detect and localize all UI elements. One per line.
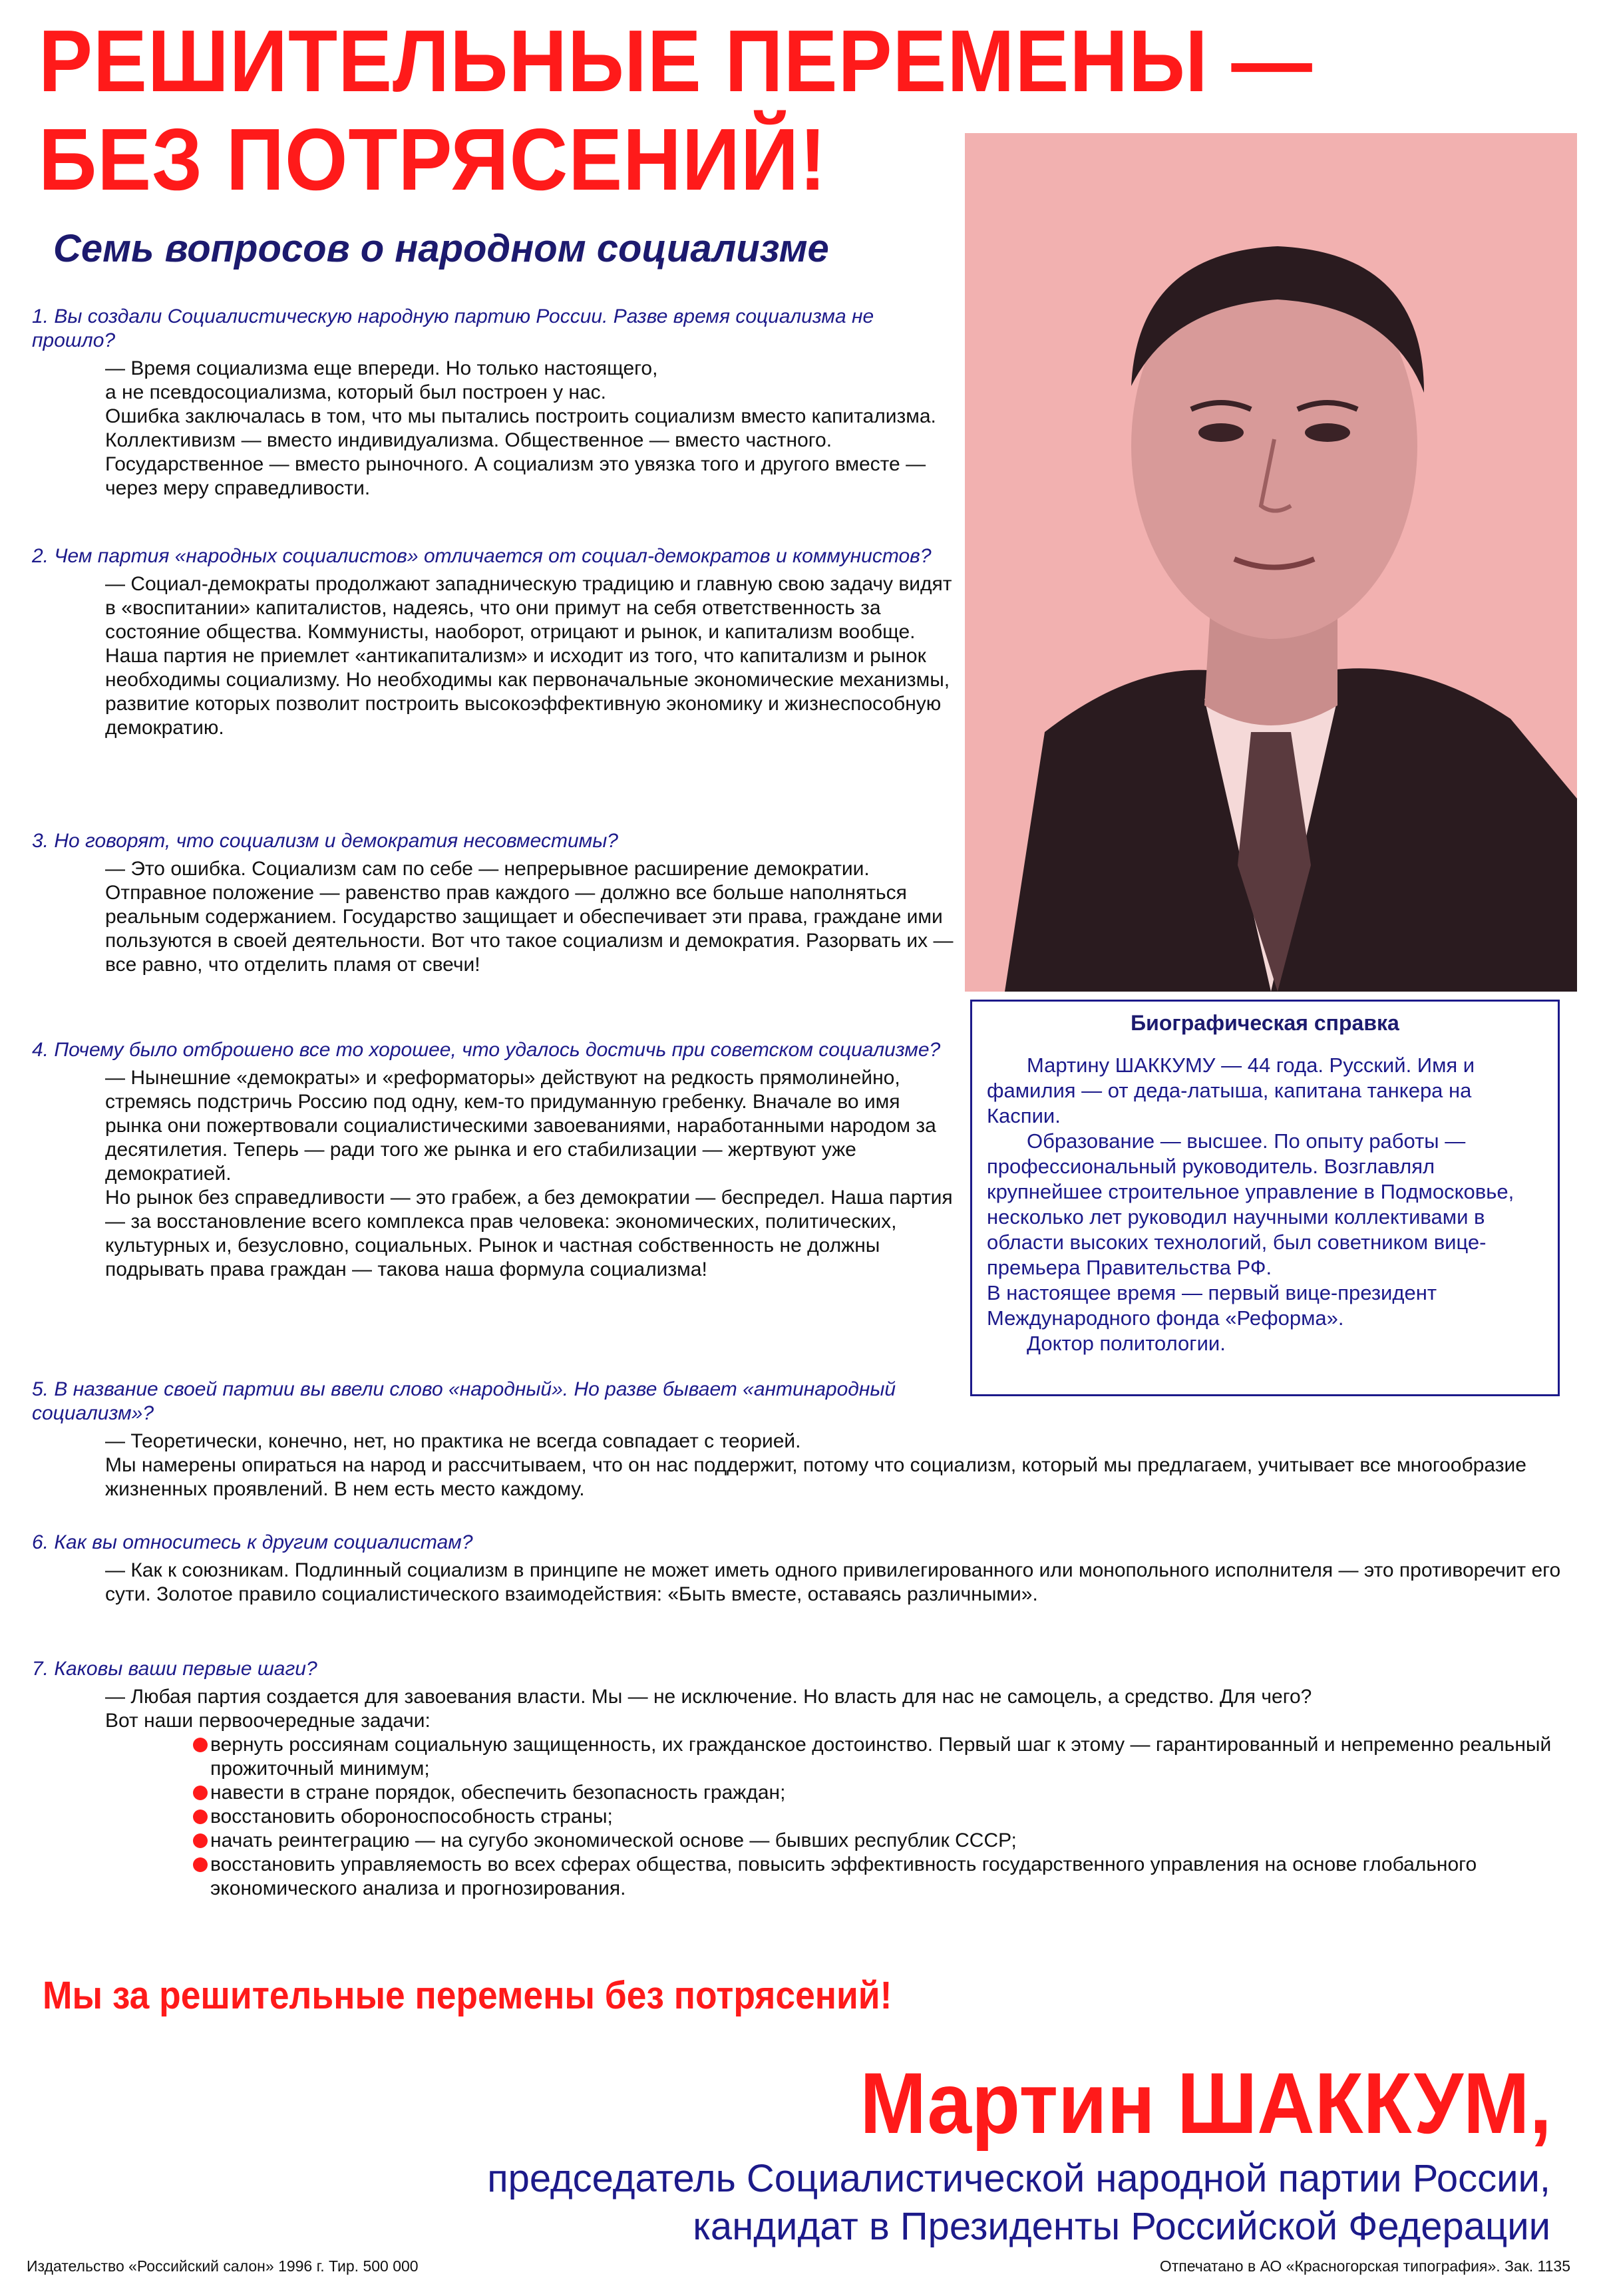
answer-line: — Время социализма еще впереди. Но только настоящего,: [105, 357, 658, 379]
answer: [105, 1430, 1562, 1501]
answer: [105, 1066, 957, 1282]
bullet-icon: [193, 1810, 208, 1824]
question-text: 2. Чем партия «народных социалистов» отличается от социал-демократов и коммунистов?: [32, 545, 932, 567]
bullet-icon: [193, 1738, 208, 1752]
biography-paragraph: Мартину ШАККУМУ — 44 года. Русский. Имя и фамилия — от деда-латыша, капитана танкера на Каспии.: [987, 1053, 1475, 1127]
question-2: [32, 544, 957, 740]
question-text: 5. В название своей партии вы ввели слово «народный». Но разве бывает «антинародный социализм»?: [32, 1378, 896, 1424]
task-item: начать реинтеграцию — на сугубо экономической основе — бывших республик СССР;: [210, 1829, 1562, 1853]
answer-line: Но рынок без справедливости — это грабеж, а без демократии — беспредел. Наша партия — за восстановление всего комплекса прав человека: экономических, политических, культурных и, безусловно, социальных. Рынок и частная собственность не должны подрывать права граждан — такова наша формула социализма!: [105, 1187, 953, 1280]
candidate-post-2: кандидат в Президенты Российской Федерации: [693, 2205, 1550, 2248]
biography-box: [970, 1000, 1560, 1396]
biography-paragraph: В настоящее время — первый вице-президент Международного фонда «Реформа».: [987, 1281, 1437, 1330]
footer-publisher: Издательство «Российский салон» 1996 г. Тир. 500 000: [27, 2257, 419, 2275]
answer-line: Ошибка заключалась в том, что мы пытались построить социализм вместо капитализма. Коллективизм — вместо индивидуализма. Общественное — вместо частного. Государственное — вместо рыночного. А социализм это увязка того и другого вместе — через меру справедливости.: [105, 405, 936, 499]
biography-paragraph: Доктор политологии.: [1027, 1332, 1226, 1355]
candidate-name: Мартин ШАККУМ,: [860, 2054, 1552, 2152]
answer-line: Мы намерены опираться на народ и рассчитываем, что он нас поддержит, потому что социализм, который мы предлагаем, учитывает все многообразие жизненных проявлений. В нем есть место каждому.: [105, 1454, 1526, 1500]
question-6: [32, 1531, 1562, 1607]
answer-line: — Социал-демократы продолжают западническую традицию и главную свою задачу видят в «воспитании» капиталистов, надеясь, что они примут на себя ответственность за состояние общества. Коммунисты, наоборот, отрицают и рынок, и капитализм вообще.: [105, 573, 952, 643]
question-3: [32, 829, 957, 977]
question-text: 1. Вы создали Социалистическую народную партию России. Разве время социализма не прошло?: [32, 305, 874, 351]
answer: [105, 572, 957, 740]
biography-text: [987, 1053, 1540, 1356]
question-4: [32, 1038, 957, 1282]
task-item: восстановить управляемость во всех сферах общества, повысить эффективность государственного управления на основе глобального экономического анализа и прогнозирования.: [210, 1853, 1562, 1901]
task-list: [210, 1733, 1562, 1901]
task-item: навести в стране порядок, обеспечить безопасность граждан;: [210, 1781, 1562, 1805]
answer: [105, 357, 957, 500]
question-7: [32, 1657, 1562, 1901]
answer-line: а не псевдосоциализма, который был построен у нас.: [105, 381, 607, 403]
portrait-illustration: [965, 133, 1577, 992]
question-text: 6. Как вы относитесь к другим социалистам?: [32, 1531, 473, 1553]
biography-paragraph: Образование — высшее. По опыту работы — профессиональный руководитель. Возглавлял крупнейшее строительное управление в Подмосковье, несколько лет руководил научными коллективами в области высоких технологий, был советником вице-премьера Правительства РФ.: [987, 1129, 1514, 1279]
answer-line: — Нынешние «демократы» и «реформаторы» действуют на редкость прямолинейно, стремясь подстричь Россию под одну, кем-то придуманную гребенку. Вначале во имя рынка они пожертвовали социалистическими завоеваниями, наработанными народом за десятилетия. Теперь — ради того же рынка и его стабилизации — жертвуют уже демократией.: [105, 1067, 936, 1185]
answer-line: — Любая партия создается для завоевания власти. Мы — не исключение. Но власть для нас не самоцель, а средство. Для чего?: [105, 1686, 1312, 1708]
footer-printer: Отпечатано в АО «Красногорская типография». Зак. 1135: [1159, 2257, 1570, 2275]
candidate-photo: [965, 133, 1577, 992]
answer-line: — Это ошибка. Социализм сам по себе — непрерывное расширение демократии. Отправное положение — равенство прав каждого — должно все больше наполняться реальным содержанием. Государство защищает и обеспечивает эти права, граждане ими пользуются в своей деятельности. Вот что такое социализм и демократия. Разорвать их — все равно, что отделить пламя от свечи!: [105, 858, 954, 976]
headline-line-1: РЕШИТЕЛЬНЫЕ ПЕРЕМЕНЫ —: [39, 12, 1313, 110]
biography-title: Биографическая справка: [1131, 1011, 1399, 1035]
bullet-icon: [193, 1833, 208, 1848]
bullet-icon: [193, 1786, 208, 1800]
slogan: Мы за решительные перемены без потрясений!: [43, 1974, 892, 2017]
subtitle: Семь вопросов о народном социализме: [53, 227, 829, 270]
answer: [105, 1559, 1562, 1607]
question-1: [32, 305, 957, 500]
question-text: 4. Почему было отброшено все то хорошее, что удалось достичь при советском социализме?: [32, 1039, 941, 1061]
answer: [105, 1685, 1562, 1733]
question-text: 3. Но говорят, что социализм и демократия несовместимы?: [32, 830, 618, 852]
answer-line: — Теоретически, конечно, нет, но практика не всегда совпадает с теорией.: [105, 1430, 801, 1452]
bullet-icon: [193, 1857, 208, 1872]
answer: [105, 857, 957, 977]
answer-line: — Как к союзникам. Подлинный социализм в принципе не может иметь одного привилегированного или монопольного исполнителя — это противоречит его сути. Золотое правило социалистического взаимодействия: «Быть вместе, оставаясь различными».: [105, 1559, 1561, 1605]
answer-line: Вот наши первоочередные задачи:: [105, 1710, 431, 1732]
task-item: восстановить обороноспособность страны;: [210, 1805, 1562, 1829]
candidate-post-1: председатель Социалистической народной партии России,: [487, 2157, 1550, 2200]
answer-line: Наша партия не приемлет «антикапитализм» и исходит из того, что капитализм и рынок необходимы социализму. Но необходимы как первоначальные экономические механизмы, развитие которых позволит построить высокоэффективную экономику и жизнеспособную демократию.: [105, 645, 950, 739]
task-item: вернуть россиянам социальную защищенность, их гражданское достоинство. Первый шаг к этому — гарантированный и непременно реальный прожиточный минимум;: [210, 1733, 1562, 1781]
headline-line-2: БЕЗ ПОТРЯСЕНИЙ!: [39, 110, 827, 208]
question-text: 7. Каковы ваши первые шаги?: [32, 1658, 317, 1680]
